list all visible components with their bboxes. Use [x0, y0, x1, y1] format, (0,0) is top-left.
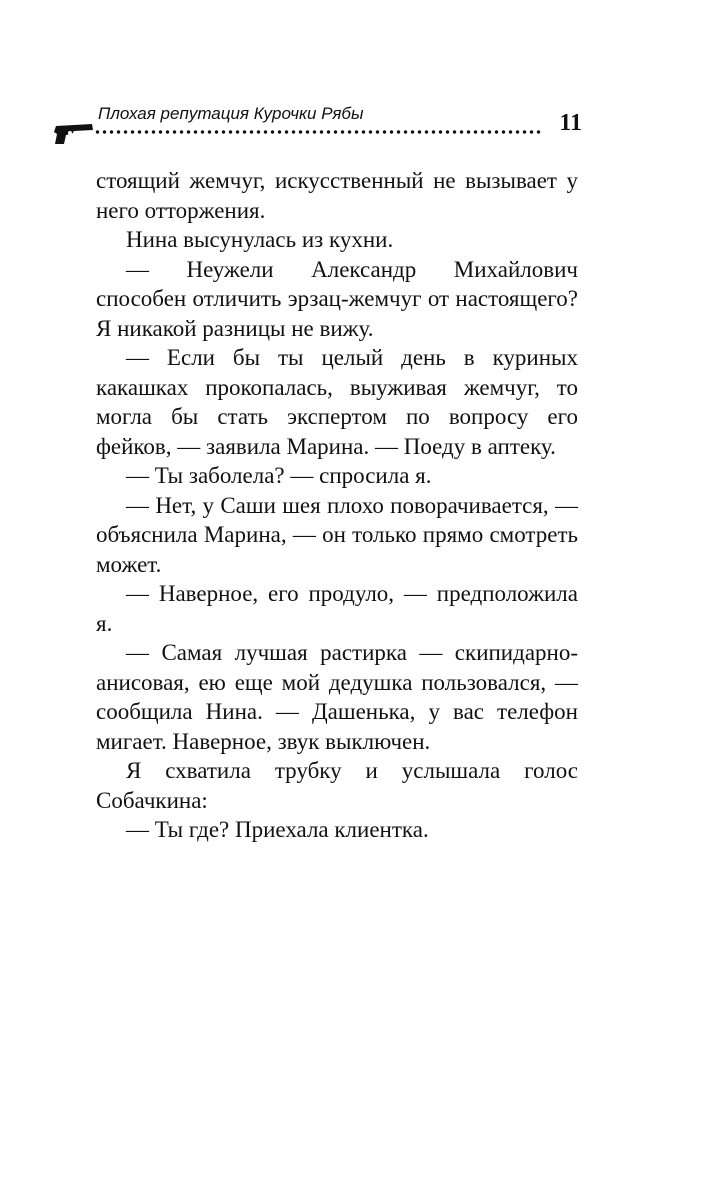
paragraph: — Если бы ты целый день в куриных какашках прокопалась, выуживая жемчуг, то могла бы стать экспертом по вопросу его фейков, — заявила Марина. — Поеду в аптеку. — [96, 345, 578, 459]
paragraph: — Ты где? Приехала клиентка. — [126, 817, 429, 842]
revolver-icon — [52, 120, 96, 146]
paragraph: — Неужели Александр Михайлович способен отличить эрзац-жемчуг от настоящего? Я никакой разницы не вижу. — [96, 256, 578, 341]
paragraph: — Наверное, его продуло, — предположила я. — [96, 581, 578, 636]
paragraph: Нина высунулась из кухни. — [126, 227, 394, 252]
paragraph: — Самая лучшая растирка — скипидарно-анисовая, ею еще мой дедушка пользовался, — сообщила Нина. — Дашенька, у вас телефон мигает. Наверное, звук выключен. — [96, 640, 578, 754]
running-title: Плохая репутация Курочки Рябы — [98, 104, 364, 123]
paragraph: — Нет, у Саши шея плохо поворачивается, — объяснила Марина, — он только прямо смотреть может. — [96, 492, 578, 577]
page-header — [52, 98, 582, 148]
body-text — [96, 166, 578, 845]
dot-leader — [94, 130, 542, 134]
paragraph: — Ты заболела? — спросила я. — [126, 463, 432, 488]
paragraph: стоящий жемчуг, искусственный не вызывает у него отторжения. — [96, 168, 578, 223]
paragraph: Я схватила трубку и услышала голос Собачкина: — [96, 758, 578, 813]
page-number: 11 — [559, 110, 582, 136]
